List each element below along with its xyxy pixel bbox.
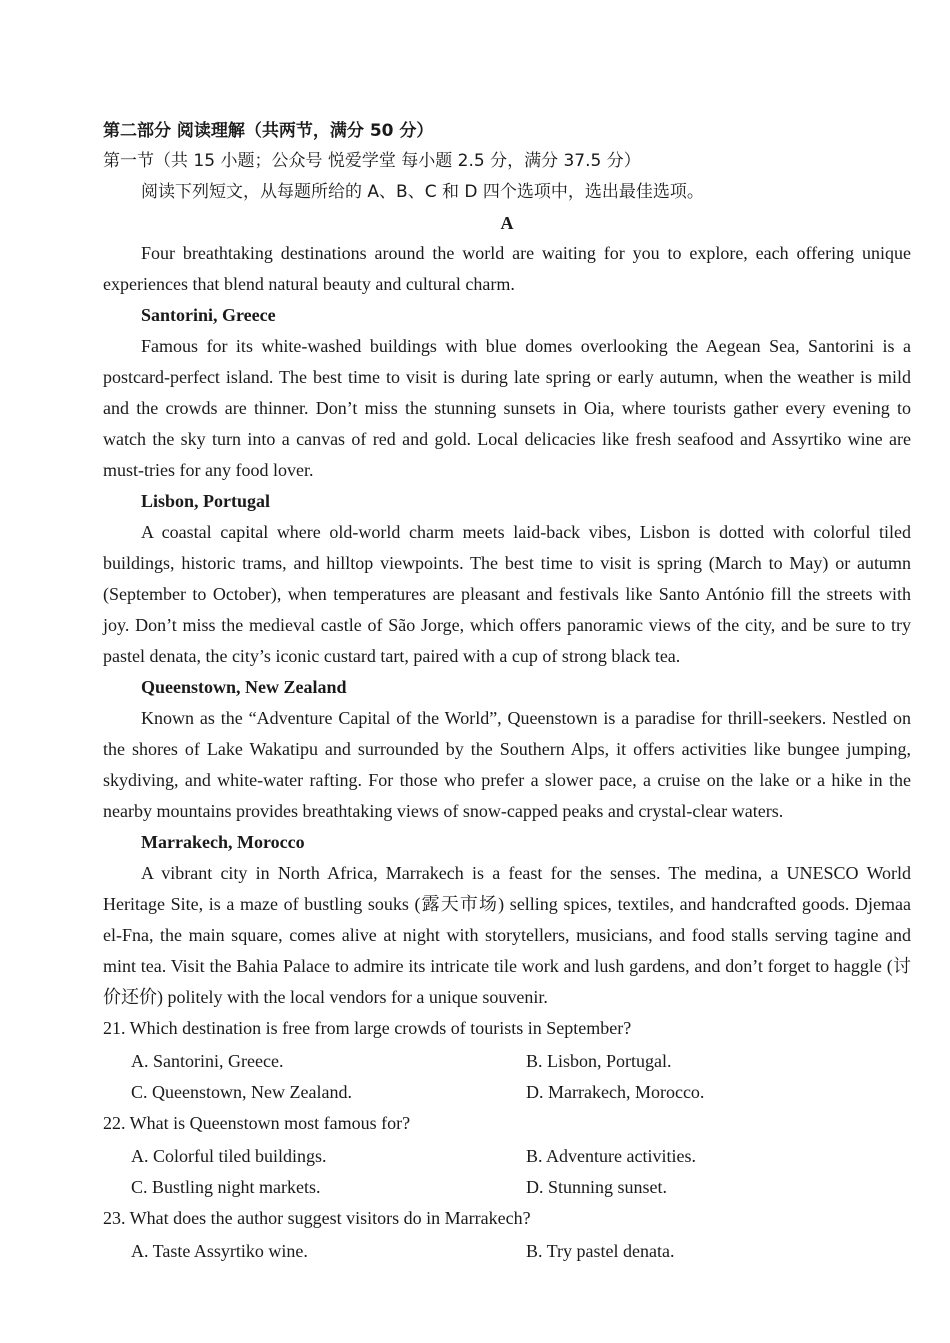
exam-page [103,116,911,1267]
destination-text: A vibrant city in North Africa, Marrakech is a feast for the senses. The medina, a UNESCO World Heritage Site, is a maze of bustling souks (露天市场) selling spices, textiles, and handcrafted goods. Djemaa el-Fna, the main square, comes alive at night with storytellers, musicians, and food stalls serving tagine and mint tea. Visit the Bahia Palace to admire its intricate tile work and lush gardens, and don’t forget to haggle (讨价还价) politely with the local vendors for a unique souvenir. [103,863,911,1007]
destination-text: Known as the “Adventure Capital of the World”, Queenstown is a paradise for thrill-seekers. Nestled on the shores of Lake Wakatipu and surrounded by the Southern Alps, it offers activities like bungee jumping, skydiving, and white-water rafting. For those who prefer a slower pace, a cruise on the lake or a hike in the nearby mountains provides breathtaking views of snow-capped peaks and crystal-clear waters. [103,708,911,821]
instructions: 阅读下列短文，从每题所给的 A、B、C 和 D 四个选项中，选出最佳选项。 [141,182,704,202]
part-title: 第二部分 阅读理解（共两节，满分 50 分） [103,121,434,141]
destination-title: Queenstown, New Zealand [141,677,347,697]
passage-letter: A [500,213,514,233]
option-grid [103,1236,911,1267]
option-c: C. Bustling night markets. [131,1177,321,1197]
option-a: A. Taste Assyrtiko wine. [131,1241,308,1261]
question-23 [103,1203,911,1267]
option-d: D. Marrakech, Morocco. [526,1082,705,1102]
question-stem: 21. Which destination is free from large crowds of tourists in September? [103,1018,632,1038]
destination-text: Famous for its white-washed buildings with blue domes overlooking the Aegean Sea, Santorini is a postcard-perfect island. The best time to visit is during late spring or early autumn, when the weather is mild and the crowds are thinner. Don’t miss the stunning sunsets in Oia, where tourists gather every evening to watch the sky turn into a canvas of red and gold. Local delicacies like fresh seafood and Assyrtiko wine are must-tries for any food lover. [103,336,911,480]
option-b: B. Lisbon, Portugal. [526,1051,672,1071]
question-stem: 23. What does the author suggest visitors do in Marrakech? [103,1208,531,1228]
option-c: C. Queenstown, New Zealand. [131,1082,352,1102]
option-a: A. Santorini, Greece. [131,1051,284,1071]
option-d: D. Stunning sunset. [526,1177,668,1197]
option-grid [103,1046,911,1108]
question-21 [103,1013,911,1108]
question-22 [103,1108,911,1203]
destination-title: Marrakech, Morocco [141,832,305,852]
question-stem: 22. What is Queenstown most famous for? [103,1113,411,1133]
destination-title: Lisbon, Portugal [141,491,271,511]
destination-text: A coastal capital where old-world charm meets laid-back vibes, Lisbon is dotted with colorful tiled buildings, historic trams, and hilltop viewpoints. The best time to visit is spring (March to May) or autumn (September to October), when temperatures are pleasant and festivals like Santo António fill the streets with joy. Don’t miss the medieval castle of São Jorge, which offers panoramic views of the city, and be sure to try pastel denata, the city’s iconic custard tart, paired with a cup of strong black tea. [103,522,911,666]
option-grid [103,1141,911,1203]
option-a: A. Colorful tiled buildings. [131,1146,327,1166]
option-b: B. Try pastel denata. [526,1241,675,1261]
destination-title: Santorini, Greece [141,305,276,325]
passage-intro: Four breathtaking destinations around the world are waiting for you to explore, each offering unique experiences that blend natural beauty and cultural charm. [103,243,911,294]
option-b: B. Adventure activities. [526,1146,696,1166]
section-title: 第一节（共 15 小题；公众号 悦爱学堂 每小题 2.5 分，满分 37.5 分） [103,151,641,171]
